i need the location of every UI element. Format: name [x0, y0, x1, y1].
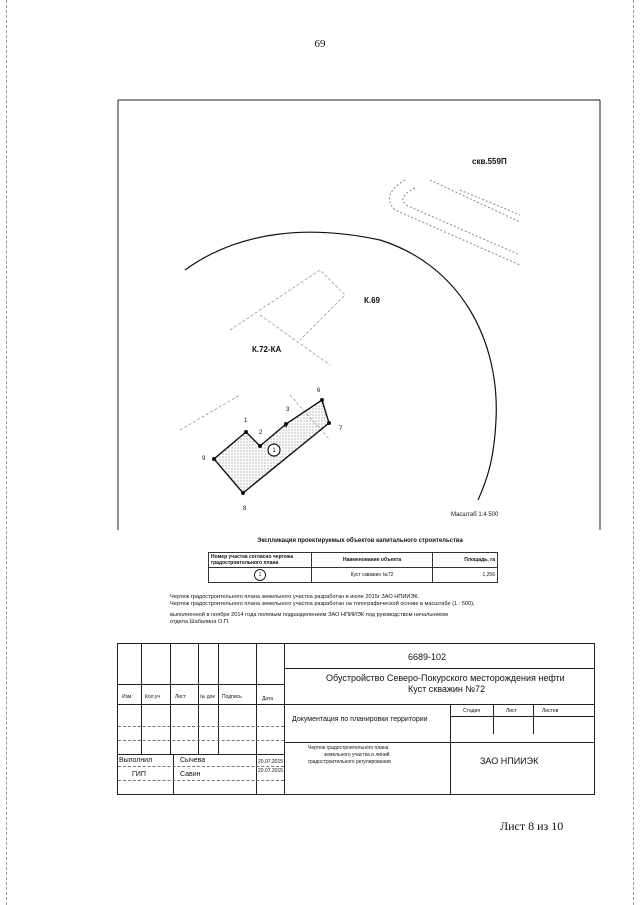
doc-title: Документация по планировки территории	[292, 716, 428, 723]
point-label-8: 8	[243, 506, 247, 512]
explication-table	[208, 552, 498, 583]
scale-label: Масштаб 1:4 500	[451, 512, 499, 518]
explication-row	[209, 568, 498, 583]
parcel-number-circle: 1	[254, 569, 266, 581]
point-label-2: 2	[259, 430, 263, 436]
point-label-1: 1	[244, 418, 248, 424]
note-line-2: Чертеж градостроительного плана земельного участка разработан на топографической основе в масштабе (1 : 500),	[170, 601, 475, 607]
explication-cell-name: Куст скважин №72	[312, 568, 433, 583]
project-code: 6689-102	[408, 652, 447, 662]
k72-label: К.72-КА	[252, 345, 282, 354]
col-header-sign: Подпись	[222, 694, 242, 700]
explication-header-number: Номер участка согласно чертежа градостроительного плана	[209, 553, 312, 568]
explication-cell-number	[209, 568, 312, 583]
signer-role-2: ГИП	[132, 771, 146, 778]
explication-header-name: Наименование объекта	[312, 553, 433, 568]
explication-header-row	[209, 553, 498, 568]
drawing-title-line1: Чертеж градостроительного плана	[308, 745, 389, 751]
drawing-title-line2: земельного участка и линий	[324, 752, 390, 758]
k69-label: К.69	[364, 296, 381, 305]
sheet-header: Лист	[506, 708, 517, 714]
sheets-header: Листов	[542, 708, 559, 714]
col-header-date: Дата	[262, 696, 274, 702]
col-header-kol: Кол.уч	[145, 694, 160, 700]
project-title-line1: Обустройство Северо-Покурского месторождения нефти	[326, 673, 565, 683]
drawing-title-line3: градостроительного регулирования	[308, 759, 391, 765]
page-number: 69	[314, 38, 326, 50]
sheet-label: Лист 8 из 10	[500, 819, 564, 833]
note-line-1: Чертеж градостроительного плана земельного участка разработан в июле 2015г ЗАО НПИИЭК.	[170, 594, 420, 600]
point-label-7: 7	[339, 426, 343, 432]
explication-header-area: Площадь, га	[433, 553, 498, 568]
title-block	[117, 643, 595, 795]
note-line-4: отдела Шабалина О.П.	[170, 619, 230, 625]
project-title-line2: Куст скважин №72	[408, 684, 486, 694]
col-header-list: Лист	[175, 694, 186, 700]
point-label-6: 6	[317, 388, 321, 394]
col-header-doc: № док	[200, 694, 215, 700]
signer-date-2: 20.07.2015	[258, 768, 284, 774]
site-number-label: 1	[272, 448, 276, 454]
drawing-frame	[118, 100, 600, 530]
explication-title: Экспликация проектируемых объектов капитального строительства	[257, 538, 463, 544]
point-label-9: 9	[202, 456, 206, 462]
signer-name-1: Сычева	[180, 757, 206, 764]
well-label: скв.559П	[472, 157, 507, 166]
col-header-izm: Изм.	[122, 694, 133, 700]
point-label-3: 3	[286, 407, 290, 413]
company-name: ЗАО НПИИЭК	[480, 756, 539, 766]
stage-header: Стадия	[463, 708, 481, 714]
note-line-3: выполненной в ноябре 2014 года полевым подразделением ЗАО НПИИЭК под руководством начальником	[170, 612, 448, 618]
signer-role-1: Выполнил	[119, 757, 153, 764]
explication-cell-area: 1,256	[433, 568, 498, 583]
signer-date-1: 20.07.2015	[258, 759, 284, 765]
signer-name-2: Савин	[180, 771, 201, 778]
point-label-4: 4	[284, 424, 288, 430]
